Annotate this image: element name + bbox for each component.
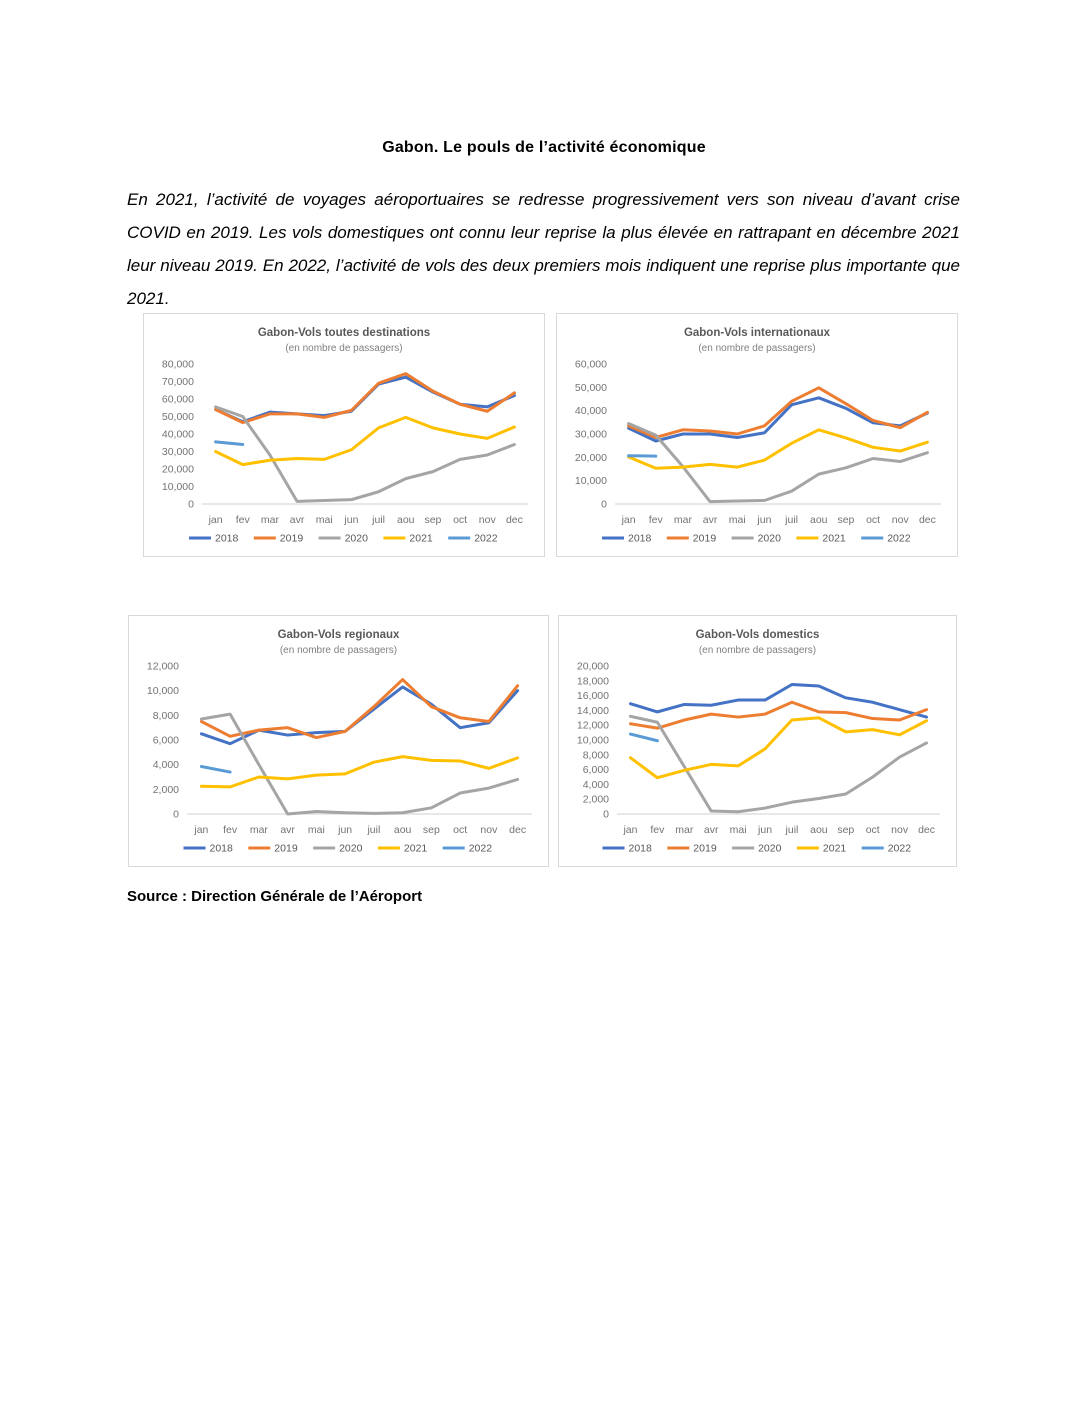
- x-tick-label: mai: [728, 514, 746, 526]
- y-tick-label: 50,000: [574, 381, 607, 394]
- x-tick-label: mar: [260, 514, 279, 526]
- x-tick-label: dec: [918, 824, 936, 836]
- legend-label-2021: 2021: [403, 842, 428, 855]
- x-tick-label: jan: [621, 514, 636, 526]
- x-tick-label: nov: [891, 824, 909, 836]
- source-note: Source : Direction Générale de l’Aéroport: [127, 888, 423, 905]
- chart-vols-domestics: [558, 615, 957, 867]
- y-tick-label: 30,000: [161, 446, 194, 458]
- intro-paragraph: En 2021, l’activité de voyages aéroportuaires se redresse progressivement vers son niveau d’avant crise COVID en 2019. Les vols domestiques ont connu leur reprise la plus élevée en rattrapant en décembre 2021 leur niveau 2019. En 2022, l’activité de vols des deux premiers mois indiquent une reprise plus importante que 2021.: [127, 190, 960, 308]
- y-tick-label: 0: [603, 808, 609, 821]
- x-tick-label: mar: [675, 824, 694, 836]
- x-tick-label: mar: [249, 824, 268, 836]
- series-line-2019: [201, 680, 517, 738]
- y-tick-label: 60,000: [161, 393, 194, 406]
- chart-subtitle: (en nombre de passagers): [279, 645, 398, 656]
- x-tick-label: mar: [673, 514, 692, 526]
- series-line-2018: [629, 398, 928, 441]
- chart-subtitle: (en nombre de passagers): [285, 343, 403, 354]
- y-tick-label: 4,000: [152, 759, 179, 772]
- x-tick-label: oct: [865, 824, 880, 836]
- y-tick-label: 12,000: [576, 719, 609, 732]
- x-tick-label: aou: [393, 824, 412, 836]
- series-line-2018: [630, 685, 926, 718]
- legend-label-2020: 2020: [758, 842, 782, 855]
- x-tick-label: fev: [223, 824, 238, 836]
- x-tick-label: avr: [280, 824, 295, 836]
- x-tick-label: aou: [810, 824, 828, 836]
- y-tick-label: 8,000: [152, 709, 179, 722]
- x-tick-label: fev: [235, 514, 250, 526]
- y-tick-label: 6,000: [152, 734, 179, 747]
- x-tick-label: sep: [837, 824, 855, 836]
- y-tick-label: 20,000: [161, 463, 194, 476]
- y-tick-label: 2,000: [582, 793, 609, 806]
- chart-vols-regionaux: [128, 615, 549, 867]
- x-tick-label: fev: [650, 824, 665, 836]
- y-tick-label: 60,000: [574, 358, 607, 371]
- x-tick-label: jan: [623, 824, 638, 836]
- x-tick-label: jun: [344, 514, 359, 526]
- x-tick-label: juil: [785, 824, 799, 836]
- y-tick-label: 6,000: [582, 764, 609, 777]
- x-tick-label: mai: [307, 824, 325, 836]
- legend-label-2021: 2021: [409, 532, 433, 545]
- series-line-2018: [201, 687, 517, 744]
- y-tick-label: 0: [188, 498, 194, 511]
- y-tick-label: 40,000: [161, 428, 194, 441]
- y-tick-label: 8,000: [582, 749, 609, 762]
- y-tick-label: 10,000: [161, 481, 194, 493]
- x-tick-label: mai: [315, 514, 333, 526]
- x-tick-label: sep: [837, 514, 855, 526]
- y-tick-label: 70,000: [161, 376, 194, 388]
- legend-label-2020: 2020: [344, 532, 368, 545]
- legend-label-2018: 2018: [628, 532, 652, 545]
- legend-label-2021: 2021: [822, 842, 847, 855]
- x-tick-label: mai: [729, 824, 747, 836]
- legend-label-2019: 2019: [693, 842, 717, 855]
- y-tick-label: 0: [601, 498, 607, 511]
- x-tick-label: oct: [453, 514, 468, 526]
- legend-label-2018: 2018: [209, 842, 233, 855]
- y-tick-label: 10,000: [146, 685, 179, 698]
- x-tick-label: jan: [208, 514, 223, 526]
- legend-label-2022: 2022: [887, 842, 912, 855]
- y-tick-label: 4,000: [582, 778, 609, 791]
- x-tick-label: aou: [396, 514, 415, 526]
- y-tick-label: 20,000: [576, 660, 609, 673]
- x-tick-label: aou: [809, 514, 828, 526]
- series-line-2021: [201, 757, 517, 787]
- legend-label-2022: 2022: [887, 532, 911, 545]
- x-tick-label: jun: [758, 824, 773, 836]
- series-line-2020: [216, 407, 515, 502]
- chart-canvas: [129, 616, 548, 866]
- y-tick-label: 14,000: [576, 704, 609, 717]
- y-tick-label: 2,000: [152, 783, 179, 796]
- x-tick-label: juil: [785, 514, 799, 526]
- chart-canvas: [557, 314, 957, 556]
- legend-label-2019: 2019: [692, 532, 717, 545]
- x-tick-label: fev: [648, 514, 663, 526]
- x-tick-label: dec: [509, 824, 527, 836]
- x-tick-label: juil: [372, 514, 386, 526]
- x-tick-label: nov: [478, 514, 496, 526]
- y-tick-label: 10,000: [576, 734, 609, 747]
- series-line-2019: [629, 388, 928, 438]
- x-tick-label: sep: [424, 514, 442, 526]
- chart-subtitle: (en nombre de passagers): [698, 343, 816, 354]
- y-tick-label: 12,000: [146, 660, 179, 673]
- legend-label-2018: 2018: [628, 842, 652, 855]
- y-tick-label: 18,000: [576, 675, 609, 688]
- x-tick-label: avr: [702, 514, 718, 526]
- legend-label-2021: 2021: [822, 532, 846, 545]
- chart-vols-internationaux: [556, 313, 958, 557]
- series-line-2022: [216, 442, 243, 445]
- x-tick-label: oct: [866, 514, 881, 526]
- chart-title: Gabon-Vols regionaux: [277, 629, 400, 641]
- series-line-2022: [201, 767, 230, 773]
- y-tick-label: 40,000: [574, 405, 607, 418]
- x-tick-label: juil: [367, 824, 381, 836]
- chart-title: Gabon-Vols toutes destinations: [257, 327, 431, 339]
- x-tick-label: sep: [422, 824, 440, 836]
- x-tick-label: avr: [289, 514, 305, 526]
- chart-vols-toutes-destinations: [143, 313, 545, 557]
- page-title: Gabon. Le pouls de l’activité économique: [382, 139, 706, 156]
- chart-canvas: [559, 616, 956, 866]
- y-tick-label: 20,000: [574, 451, 607, 464]
- legend-label-2020: 2020: [339, 842, 363, 855]
- legend-label-2020: 2020: [757, 532, 781, 545]
- y-tick-label: 16,000: [576, 690, 609, 703]
- series-line-2018: [216, 377, 515, 422]
- legend-label-2019: 2019: [274, 842, 298, 855]
- legend-label-2018: 2018: [215, 532, 239, 545]
- y-tick-label: 0: [173, 808, 179, 821]
- y-tick-label: 80,000: [161, 358, 194, 371]
- x-tick-label: jan: [194, 824, 209, 836]
- series-line-2022: [630, 734, 657, 741]
- x-tick-label: nov: [891, 514, 909, 526]
- chart-title: Gabon-Vols internationaux: [683, 327, 831, 339]
- chart-title: Gabon-Vols domestics: [695, 629, 820, 641]
- x-tick-label: dec: [918, 514, 936, 526]
- chart-canvas: [144, 314, 544, 556]
- x-tick-label: nov: [480, 824, 498, 836]
- y-tick-label: 50,000: [161, 411, 194, 423]
- legend-label-2022: 2022: [468, 842, 493, 855]
- chart-subtitle: (en nombre de passagers): [698, 645, 817, 656]
- y-tick-label: 10,000: [574, 475, 607, 488]
- legend-label-2019: 2019: [279, 532, 304, 545]
- x-tick-label: oct: [453, 824, 468, 836]
- x-tick-label: avr: [703, 824, 719, 836]
- x-tick-label: dec: [505, 514, 523, 526]
- legend-label-2022: 2022: [474, 532, 498, 545]
- x-tick-label: jun: [757, 514, 772, 526]
- x-tick-label: jun: [338, 824, 353, 836]
- y-tick-label: 30,000: [574, 428, 607, 441]
